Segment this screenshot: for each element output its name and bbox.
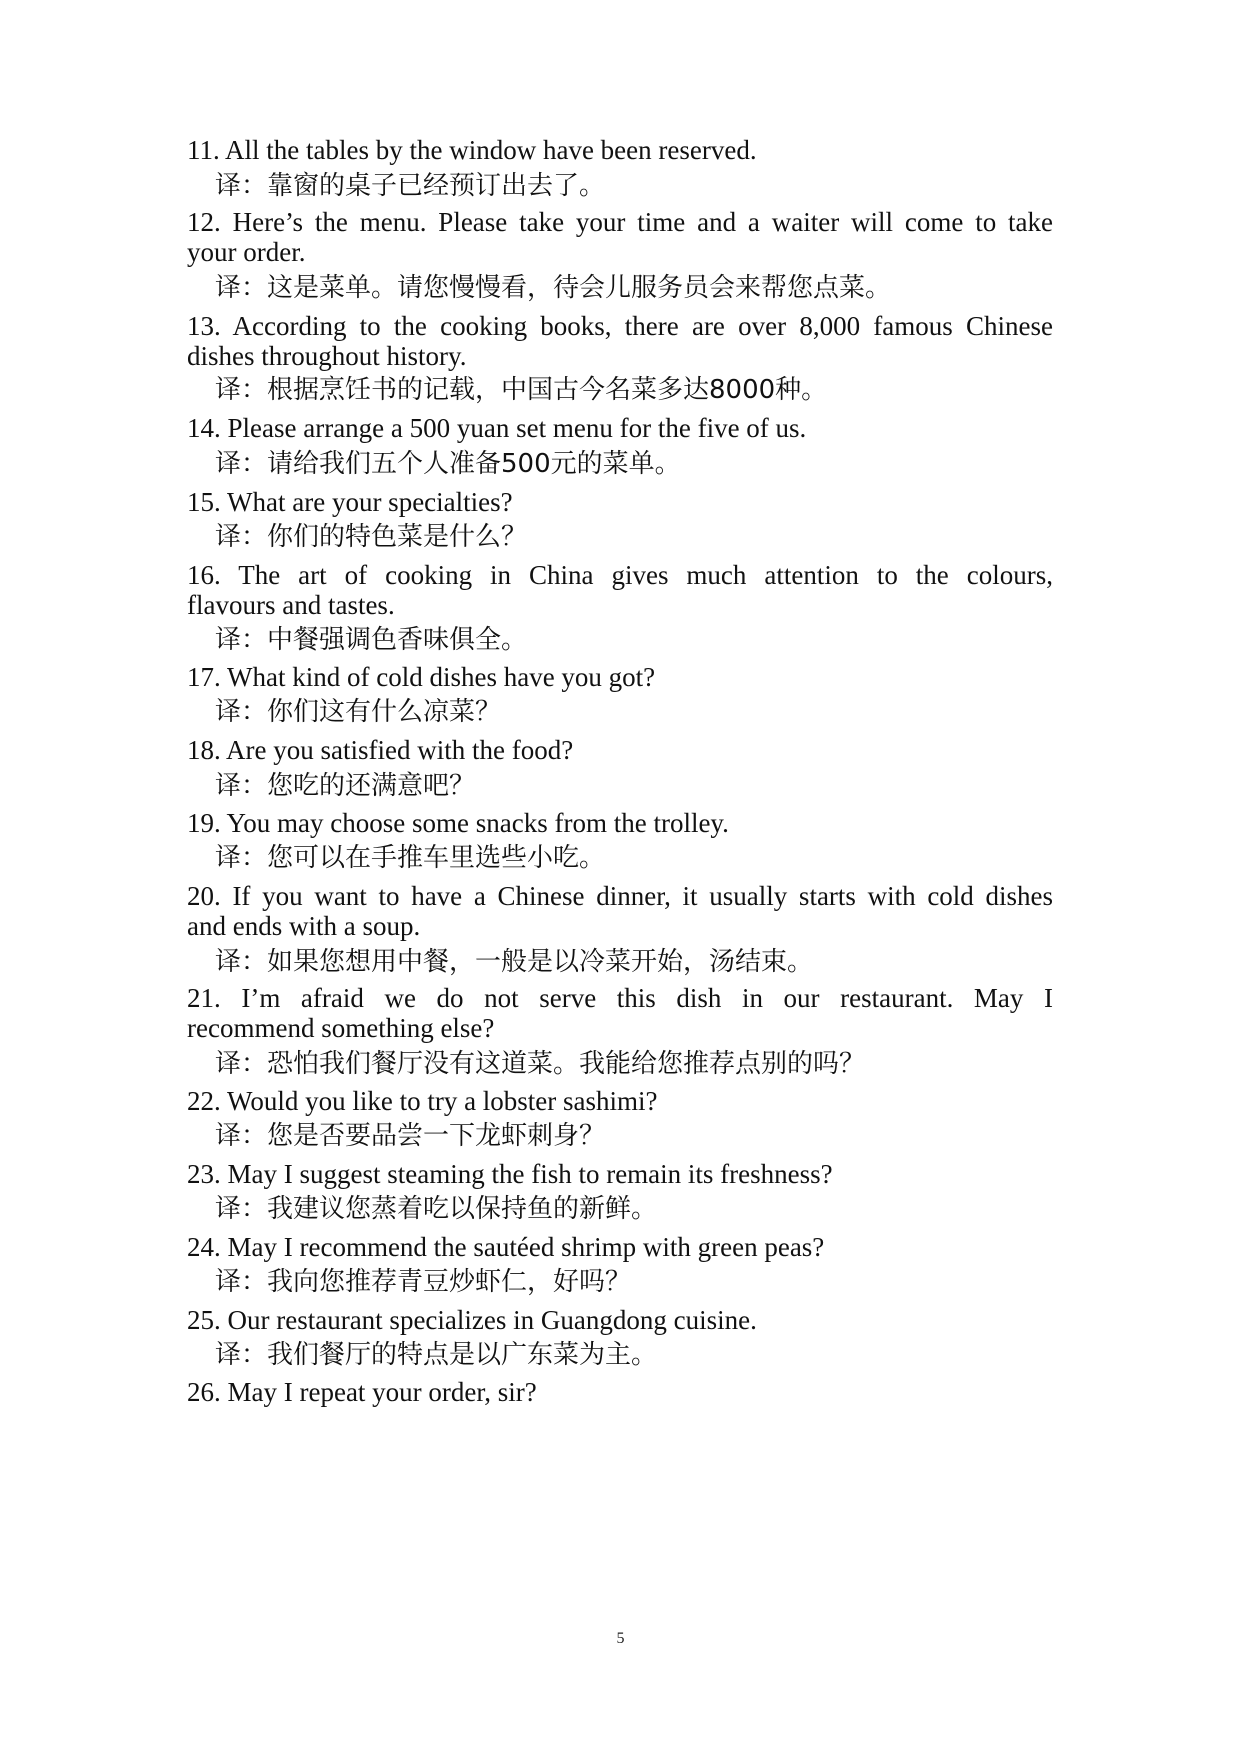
sentence-17-translation: 译：你们这有什么凉菜？: [215, 697, 502, 727]
sentence-15-english: 15. What are your specialties?: [187, 487, 513, 517]
sentence-24-english: 24. May I recommend the sautéed shrimp with green peas?: [187, 1232, 825, 1262]
sentence-21-english-line1: 21. I’m afraid we do not serve this dish in our restaurant. May I: [187, 983, 1053, 1013]
sentence-24-translation: 译：我向您推荐青豆炒虾仁，好吗？: [215, 1267, 632, 1297]
sentence-18-english: 18. Are you satisfied with the food?: [187, 735, 574, 765]
page-number: 5: [616, 1630, 625, 1647]
sentence-12-english-line2: your order.: [187, 237, 306, 267]
sentence-14-translation: 译：请给我们五个人准备500元的菜单。: [215, 449, 681, 479]
sentence-16-translation: 译：中餐强调色香味俱全。: [215, 625, 528, 655]
sentence-13-english-line1: 13. According to the cooking books, there are over 8,000 famous Chinese: [187, 311, 1053, 341]
sentence-19-translation: 译：您可以在手推车里选些小吃。: [215, 843, 606, 873]
sentence-15-translation: 译：你们的特色菜是什么？: [215, 522, 528, 552]
sentence-11-english: 11. All the tables by the window have been reserved.: [187, 135, 757, 165]
sentence-16-english-line2: flavours and tastes.: [187, 590, 395, 620]
sentence-22-english: 22. Would you like to try a lobster sashimi?: [187, 1086, 658, 1116]
sentence-16-english-line1: 16. The art of cooking in China gives much attention to the colours,: [187, 560, 1053, 590]
sentence-13-english-line2: dishes throughout history.: [187, 341, 467, 371]
sentence-19-english: 19. You may choose some snacks from the trolley.: [187, 808, 729, 838]
sentence-20-english-line2: and ends with a soup.: [187, 911, 421, 941]
sentence-20-english-line1: 20. If you want to have a Chinese dinner, it usually starts with cold dishes: [187, 881, 1053, 911]
sentence-26-english: 26. May I repeat your order, sir?: [187, 1377, 537, 1407]
sentence-23-english: 23. May I suggest steaming the fish to remain its freshness?: [187, 1159, 833, 1189]
sentence-21-translation: 译：恐怕我们餐厅没有这道菜。我能给您推荐点别的吗？: [215, 1049, 866, 1079]
sentence-12-translation: 译：这是菜单。请您慢慢看，待会儿服务员会来帮您点菜。: [215, 273, 892, 303]
sentence-21-english-line2: recommend something else?: [187, 1013, 495, 1043]
sentence-20-translation: 译：如果您想用中餐，一般是以冷菜开始，汤结束。: [215, 947, 814, 977]
sentence-23-translation: 译：我建议您蒸着吃以保持鱼的新鲜。: [215, 1194, 658, 1224]
sentence-14-english: 14. Please arrange a 500 yuan set menu for the five of us.: [187, 413, 807, 443]
sentence-25-english: 25. Our restaurant specializes in Guangdong cuisine.: [187, 1305, 757, 1335]
sentence-12-english-line1: 12. Here’s the menu. Please take your time and a waiter will come to take: [187, 207, 1053, 237]
sentence-17-english: 17. What kind of cold dishes have you got?: [187, 662, 656, 692]
sentence-25-translation: 译：我们餐厅的特点是以广东菜为主。: [215, 1340, 658, 1370]
sentence-18-translation: 译：您吃的还满意吧？: [215, 771, 476, 801]
sentence-11-translation: 译：靠窗的桌子已经预订出去了。: [215, 171, 606, 201]
sentence-22-translation: 译：您是否要品尝一下龙虾刺身？: [215, 1121, 606, 1151]
sentence-13-translation: 译：根据烹饪书的记载，中国古今名菜多达8000种。: [215, 375, 828, 405]
